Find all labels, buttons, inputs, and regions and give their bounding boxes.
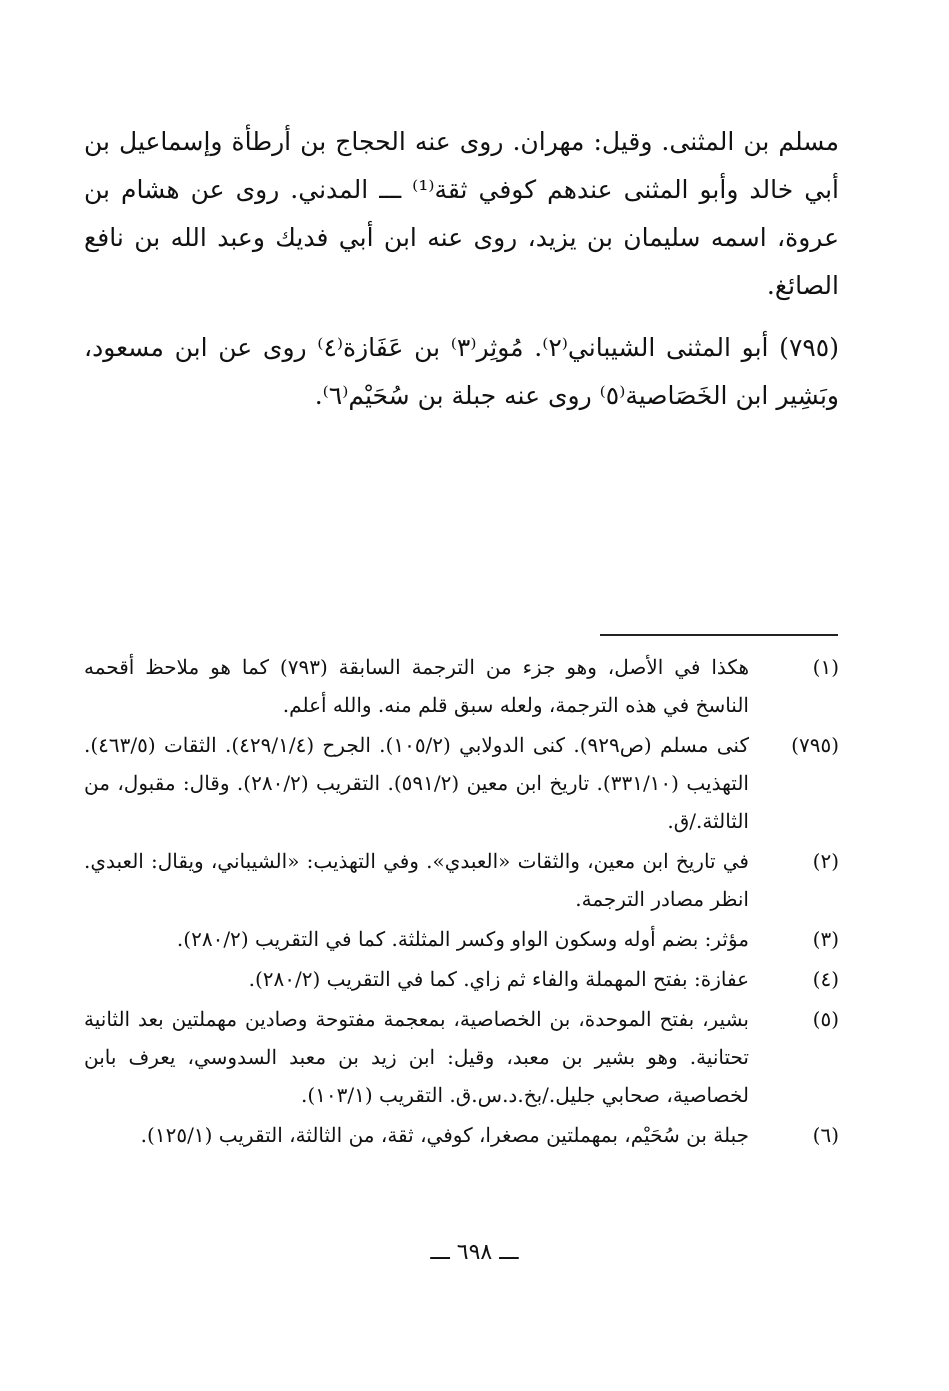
- footnote-6: [84, 1116, 839, 1154]
- footnote-number: (١): [812, 655, 839, 679]
- footnote-2: [84, 842, 839, 918]
- footnotes: [84, 648, 839, 1156]
- footnote-number: (٣): [812, 927, 839, 951]
- footnote-number: (٧٩٥): [791, 733, 839, 757]
- footnote-separator: [600, 634, 838, 636]
- footnote-3: [84, 920, 839, 958]
- footnote-number: (٢): [812, 849, 839, 873]
- main-text: [84, 118, 839, 420]
- footnote-number: (٤): [812, 967, 839, 991]
- footnote-text: كنى مسلم (ص٩٢٩). كنى الدولابي (١٠٥/٢). الجرح (٤٢٩/١/٤). الثقات (٤٦٣/٥). التهذيب (٣٣١/١٠). تاريخ ابن معين (٥٩١/٢). التقريب (٢٨٠/٢). وقال: مقبول، من الثالثة./ق.: [84, 733, 749, 833]
- page-number: ـــ ٦٩٨ ـــ: [430, 1240, 519, 1265]
- footnote-number: (٦): [812, 1123, 839, 1147]
- footnote-795: [84, 726, 839, 840]
- footnote-5: [84, 1000, 839, 1114]
- paragraph-continuation: مسلم بن المثنى. وقيل: مهران. روى عنه الحجاج بن أرطأة وإسماعيل بن أبي خالد وأبو المثنى عندهم كوفي ثقة⁽¹⁾ ـــ المدني. روى عن هشام بن عروة، اسمه سليمان بن يزيد، روى عنه ابن أبي فديك وعبد الله بن نافع الصائغ.: [84, 127, 839, 300]
- footnote-4: [84, 960, 839, 998]
- footnote-text: هكذا في الأصل، وهو جزء من الترجمة السابقة (٧٩٣) كما هو ملاحظ أقحمه الناسخ في هذه الترجمة، ولعله سبق قلم منه. والله أعلم.: [84, 655, 749, 717]
- footnote-text: في تاريخ ابن معين، والثقات «العبدي». وفي التهذيب: «الشيباني، ويقال: العبدي. انظر مصادر الترجمة.: [84, 849, 749, 911]
- footnote-1: [84, 648, 839, 724]
- entry-795: (٧٩٥) أبو المثنى الشيباني⁽٢⁾. مُوثِر⁽٣⁾ بن عَفَازة⁽٤⁾ روى عن ابن مسعود، وبَشِير ابن الخَصَاصية⁽٥⁾ روى عنه جبلة بن سُحَيْم⁽٦⁾.: [84, 333, 839, 410]
- footnote-text: بشير، بفتح الموحدة، بن الخصاصية، بمعجمة مفتوحة وصادين مهملتين بعد الثانية تحتانية. وهو بشير بن معبد، وقيل: ابن زيد بن معبد السدوسي، يعرف بابن لخصاصية، صحابي جليل./بخ.د.س.ق. التقريب (١٠٣/١).: [84, 1007, 749, 1107]
- footnote-number: (٥): [812, 1007, 839, 1031]
- footnote-text: جبلة بن سُحَيْم، بمهملتين مصغرا، كوفي، ثقة، من الثالثة، التقريب (١٢٥/١).: [140, 1123, 749, 1147]
- footnote-text: عفازة: بفتح المهملة والفاء ثم زاي. كما في التقريب (٢٨٠/٢).: [248, 967, 749, 991]
- footnote-text: مؤثر: بضم أوله وسكون الواو وكسر المثلثة. كما في التقريب (٢٨٠/٢).: [176, 927, 749, 951]
